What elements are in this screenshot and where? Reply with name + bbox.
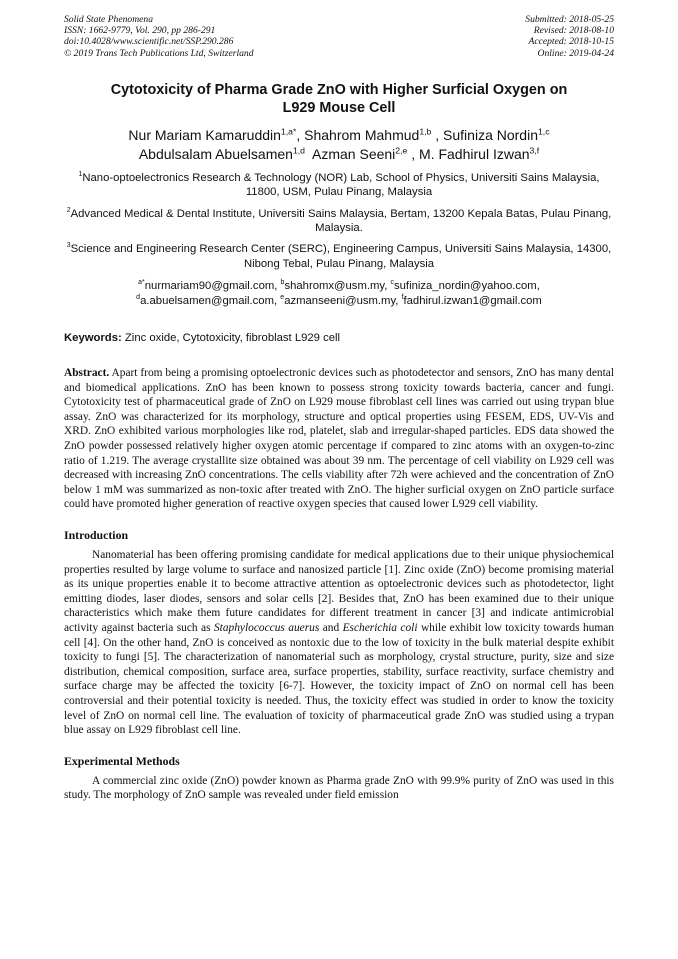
abstract-text: Apart from being a promising optoelectronic devices such as photodetector and sensors, ZnO has many dental and biomedical applications. ZnO has been known to possess strong toxicity towards bacteria, cancer and fungi. Cytotoxicity test of pharmaceutical grade of ZnO on L929 mouse fibroblast cell lines was carried out using trypan blue assay. ZnO was characterized for its morphology, structure and optical properties using FESEM, EDS, UV-Vis and XRD. ZnO exhibited various morphologies like rod, platelet, slab and irregular-shaped particles. EDS data showed the ZnO powder possessed relatively higher oxygen atomic percentage if compared to zinc atoms with an oxygen-to-zinc ratio of 1.219. The average crystallite size obtained was about 39 nm. The percentage of cell viability on L929 cell was decreased with increasing ZnO concentrations. The cells viability after 72h were achieved and the concentration of ZnO below 1 mM was summarized as non-toxic after treated with ZnO. The higher surficial oxygen on ZnO particle surface could have promoted higher generation of reactive oxygen species that caused lower L929 cell viability. [64,367,614,511]
date-accepted: Accepted: 2018-10-15 [528,36,614,48]
journal-header [64,14,614,59]
keywords [64,331,614,345]
intro-text-part: and [319,621,343,634]
email-mark: d [136,293,141,301]
abstract-label: Abstract. [64,367,110,380]
email-link[interactable]: sufiniza_nordin@yahoo.com, [394,280,540,293]
methods-heading: Experimental Methods [64,753,180,768]
keywords-text: Zinc oxide, Cytotoxicity, fibroblast L929 cell [121,332,341,345]
author-line-2 [64,145,614,164]
keywords-label: Keywords: [64,332,122,345]
author-emails [64,279,614,308]
affiliation-text: Science and Engineering Research Center (SERC), Engineering Campus, Universiti Sains Malaysia, 14300, Nibong Tebal, Pulau Pinang, Malaysia [70,243,612,270]
affiliation-3 [64,242,614,271]
affiliation-number: 1 [78,171,83,179]
author-affil-mark: 1,a* [280,126,297,137]
email-line-1 [64,279,614,293]
author-name: Shahrom Mahmud [304,126,420,143]
email-link[interactable]: shahromx@usm.my, [284,280,391,293]
title-line-2: L929 Mouse Cell [282,99,396,116]
methods-paragraph: A commercial zinc oxide (ZnO) powder known as Pharma grade ZnO with 99.9% purity of ZnO was used in this study. The morphology of ZnO sample was revealed under field emission [64,774,614,802]
author-name: Nur Mariam Kamaruddin [128,126,281,143]
affiliation-number: 2 [66,206,71,214]
author-name: Sufiniza Nordin [443,126,538,143]
author-affil-mark: 2,e [395,145,408,156]
author-list [64,126,614,164]
email-mark: f [401,293,404,301]
email-mark: a* [138,279,145,287]
title-line-1: Cytotoxicity of Pharma Grade ZnO with Higher Surficial Oxygen on [110,81,568,98]
journal-copyright: © 2019 Trans Tech Publications Ltd, Switzerland [64,47,254,59]
author-name: Abdulsalam Abuelsamen [138,145,293,162]
author-separator: , [296,126,305,143]
author-separator: , [407,145,420,162]
email-link[interactable]: fadhirul.izwan1@gmail.com [403,294,542,307]
intro-text-part: while exhibit low toxicity towards human cell [4]. On the other hand, ZnO is conceived as nontoxic due to the low of toxicity in the bulk material despite exhibit toxicity to fungi [5]. The characterization of nanomaterial such as morphology, crystal structure, purity, size and size distribution, chemical composition, surface area, surface properties, stability, surface reactivity, surface chemistry and surface charge may be affected the toxicity [6-7]. However, the toxicity impact of ZnO on normal cell has been controversial and their potential toxicity is needed. Thus, the toxicity effect was studied in order to know the toxicity level of ZnO on normal cell line. The evaluation of toxicity of pharmaceutical grade ZnO was studied using a trypan blue assay on L929 fibroblast cell line. [64,621,614,737]
species-name: Escherichia coli [342,621,418,634]
species-name: Staphylococcus auerus [213,621,320,634]
journal-name: Solid State Phenomena [64,14,153,25]
author-affil-mark: 1,c [537,126,550,137]
affiliation-text: Nano-optoelectronics Research & Technology (NOR) Lab, School of Physics, Universiti Sains Malaysia, 11800, USM, Pulau Pinang, Malaysia [82,171,600,199]
paper-page [64,14,614,803]
email-mark: c [390,279,394,287]
article-dates [525,14,614,59]
author-affil-mark: 1,b [419,126,432,137]
author-name: Azman Seeni [312,145,396,162]
date-submitted: Submitted: 2018-05-25 [525,14,614,25]
author-separator: , [431,126,444,143]
journal-doi[interactable]: doi:10.4028/www.scientific.net/SSP.290.286 [64,36,234,48]
email-line-2 [64,294,614,308]
introduction-heading: Introduction [64,528,129,542]
affiliation-2 [64,207,614,236]
author-affil-mark: 1,d [292,145,305,156]
journal-info [64,14,254,59]
affiliation-text: Advanced Medical & Dental Institute, Universiti Sains Malaysia, Bertam, 13200 Kepala Batas, Pulau Pinang, Malaysia. [70,207,612,235]
paper-title [64,81,614,117]
affiliation-1 [64,171,614,200]
journal-issn: ISSN: 1662-9779, Vol. 290, pp 286-291 [64,25,216,37]
email-link[interactable]: a.abuelsamen@gmail.com, [140,294,281,307]
date-revised: Revised: 2018-08-10 [533,25,614,37]
introduction-paragraph [64,548,614,738]
affiliation-number: 3 [66,242,71,250]
date-online: Online: 2019-04-24 [537,47,614,59]
author-name: M. Fadhirul Izwan [419,145,530,162]
email-link[interactable]: azmanseeni@usm.my, [284,294,402,307]
intro-text-part: Nanomaterial has been offering promising candidate for medical applications due to their unique physiochemical properties resulted by large volume to surface and nanosized particle [1]. Zinc oxide (ZnO) become promising material as its unique properties enable it to become attractive attention as optoelectronic devices such as photodetector, light emitting diodes, laser diodes, sensors and solar cells [2]. Besides that, ZnO has been examined due to their unique characteristics which make them future candidates for different treatment in cancer [3] and indicate antimicrobial activity against bacteria such as [64,549,614,634]
email-mark: b [280,279,285,287]
email-mark: e [280,293,285,301]
email-link[interactable]: nurmariam90@gmail.com, [144,280,281,293]
author-affil-mark: 3,f [529,145,540,156]
author-line-1 [64,126,614,145]
abstract [64,366,614,512]
author-separator [305,146,312,162]
